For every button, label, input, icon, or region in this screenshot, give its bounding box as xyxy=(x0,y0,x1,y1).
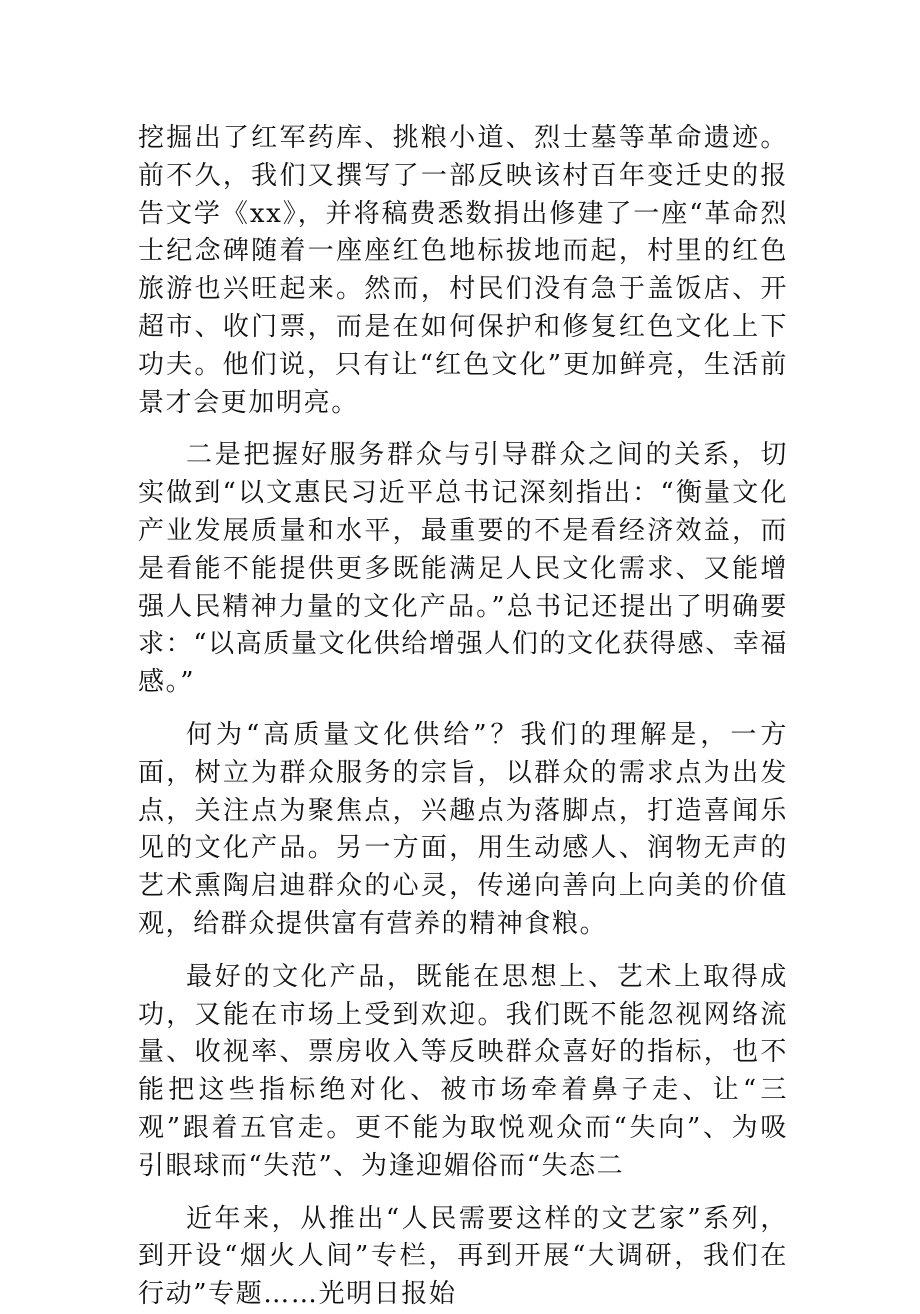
paragraph-4: 最好的文化产品，既能在思想上、艺术上取得成功，又能在市场上受到欢迎。我们既不能忽视网络流量、收视率、票房收入等反映群众喜好的指标，也不能把这些指标绝对化、被市场牵着鼻子走、让“三观”跟着五官走。更不能为取悦观众而“失向”、为吸引眼球而“失范”、为逢迎媚俗而“失态二 xyxy=(138,961,788,1181)
paragraph-2: 二是把握好服务群众与引导群众之间的关系，切实做到“以文惠民习近平总书记深刻指出：“衡量文化产业发展质量和水平，最重要的不是看经济效益，而是看能不能提供更多既能满足人民文化需求、又能增强人民精神力量的文化产品。”总书记还提出了明确要求：“以高质量文化供给增强人们的文化获得感、幸福感。” xyxy=(138,440,788,698)
document-body xyxy=(138,120,788,1314)
paragraph-5: 近年来，从推出“人民需要这样的文艺家”系列，到开设“烟火人间”专栏，再到开展“大调研，我们在行动”专题……光明日报始 xyxy=(138,1203,788,1310)
paragraph-1: 挖掘出了红军药库、挑粮小道、烈士墓等革命遗迹。前不久，我们又撰写了一部反映该村百年变迁史的报告文学《xx》，并将稿费悉数捐出修建了一座“革命烈士纪念碑随着一座座红色地标拔地而起，村里的红色旅游也兴旺起来。然而，村民们没有急于盖饭店、开超市、收门票，而是在如何保护和修复红色文化上下功夫。他们说，只有让“红色文化”更加鲜亮，生活前景才会更加明亮。 xyxy=(138,123,788,418)
paragraph-3: 何为“高质量文化供给”？我们的理解是，一方面，树立为群众服务的宗旨，以群众的需求点为出发点，关注点为聚焦点，兴趣点为落脚点，打造喜闻乐见的文化产品。另一方面，用生动感人、润物无声的艺术熏陶启迪群众的心灵，传递向善向上向美的价值观，给群众提供富有营养的精神食粮。 xyxy=(138,719,788,939)
